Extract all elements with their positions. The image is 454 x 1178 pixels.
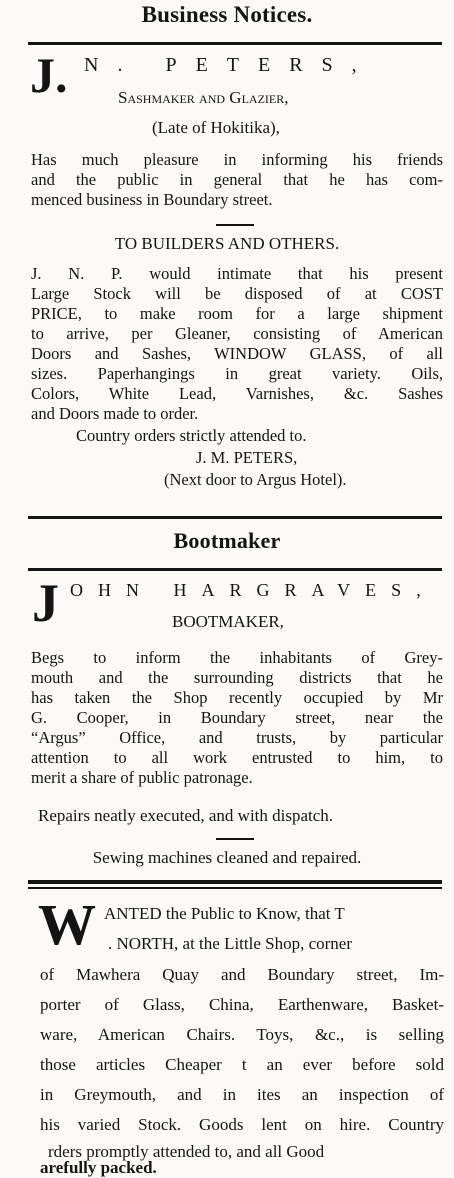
section-heading-business-notices: Business Notices. (141, 2, 313, 27)
section-divider (28, 887, 442, 889)
repairs-note: Repairs neatly executed, and with dispatch. (38, 806, 334, 825)
section-rule (28, 42, 442, 45)
advertiser-signature: J. M. PETERS, (196, 448, 298, 467)
advertiser-name: N. PETERS, (84, 54, 376, 76)
intro-line: menced business in Boundary street. (31, 190, 273, 209)
body-line: PRICE, to make room for a large shipment (31, 304, 443, 323)
body-line: Large Stock will be disposed of at COST (31, 284, 443, 303)
body-line: and Doors made to order. (31, 404, 199, 423)
drop-cap-initial: J. (30, 47, 68, 103)
section-rule (28, 568, 442, 571)
subheading-builders: TO BUILDERS AND OTHERS. (114, 234, 340, 253)
body-line: of Mawhera Quay and Boundary street, Im- (40, 965, 444, 984)
advertiser-name: OHN HARGRAVES, (70, 580, 436, 600)
intro-line: Has much pleasure in informing his friends (31, 150, 443, 169)
body-line: attention to all work entrusted to him, to (31, 748, 443, 767)
body-line: his varied Stock. Goods lent on hire. Country (40, 1115, 444, 1134)
separator-dash (216, 224, 254, 226)
body-line: ware, American Chairs. Toys, &c., is selling (40, 1025, 444, 1044)
section-divider (28, 880, 442, 884)
advertiser-address: (Next door to Argus Hotel). (164, 470, 347, 489)
body-line: sizes. Paperhangings in great variety. Oils, (31, 364, 443, 383)
body-line: Begs to inform the inhabitants of Grey- (31, 648, 443, 667)
separator-dash (216, 838, 254, 840)
advertiser-trade: Sashmaker and Glazier, (118, 88, 289, 107)
body-line: Doors and Sashes, WINDOW GLASS, of all (31, 344, 443, 363)
sewing-machines-note: Sewing machines cleaned and repaired. (92, 848, 362, 867)
drop-cap-initial: J (32, 573, 59, 633)
body-line: has taken the Shop recently occupied by Mr (31, 688, 443, 707)
advertiser-trade: BOOTMAKER, (172, 612, 284, 631)
section-heading-bootmaker: Bootmaker (173, 528, 281, 553)
body-line: rders promptly attended to, and all Good (48, 1142, 325, 1161)
body-line: J. N. P. would intimate that his present (31, 264, 443, 283)
body-line: Colors, White Lead, Varnishes, &c. Sashes (31, 384, 443, 403)
body-line: arefully packed. (40, 1158, 157, 1177)
body-line: “Argus” Office, and trusts, by particular (31, 728, 443, 747)
drop-cap-initial: W (38, 892, 96, 957)
intro-line: and the public in general that he has com- (31, 170, 443, 189)
advertiser-former-location: (Late of Hokitika), (152, 118, 280, 137)
body-line: G. Cooper, in Boundary street, near the (31, 708, 443, 727)
body-line: those articles Cheaper t an ever before sold (40, 1055, 444, 1074)
body-line: in Greymouth, and in ites an inspection of (40, 1085, 444, 1104)
body-line: mouth and the surrounding districts that he (31, 668, 443, 687)
wanted-second-line: . NORTH, at the Little Shop, corner (108, 934, 353, 953)
section-divider (28, 516, 442, 519)
body-line: merit a share of public patronage. (31, 768, 253, 787)
body-line: to arrive, per Gleaner, consisting of American (31, 324, 443, 343)
wanted-first-line: ANTED the Public to Know, that T (104, 904, 345, 923)
body-line: porter of Glass, China, Earthenware, Basket- (40, 995, 444, 1014)
country-orders-note: Country orders strictly attended to. (76, 426, 307, 445)
